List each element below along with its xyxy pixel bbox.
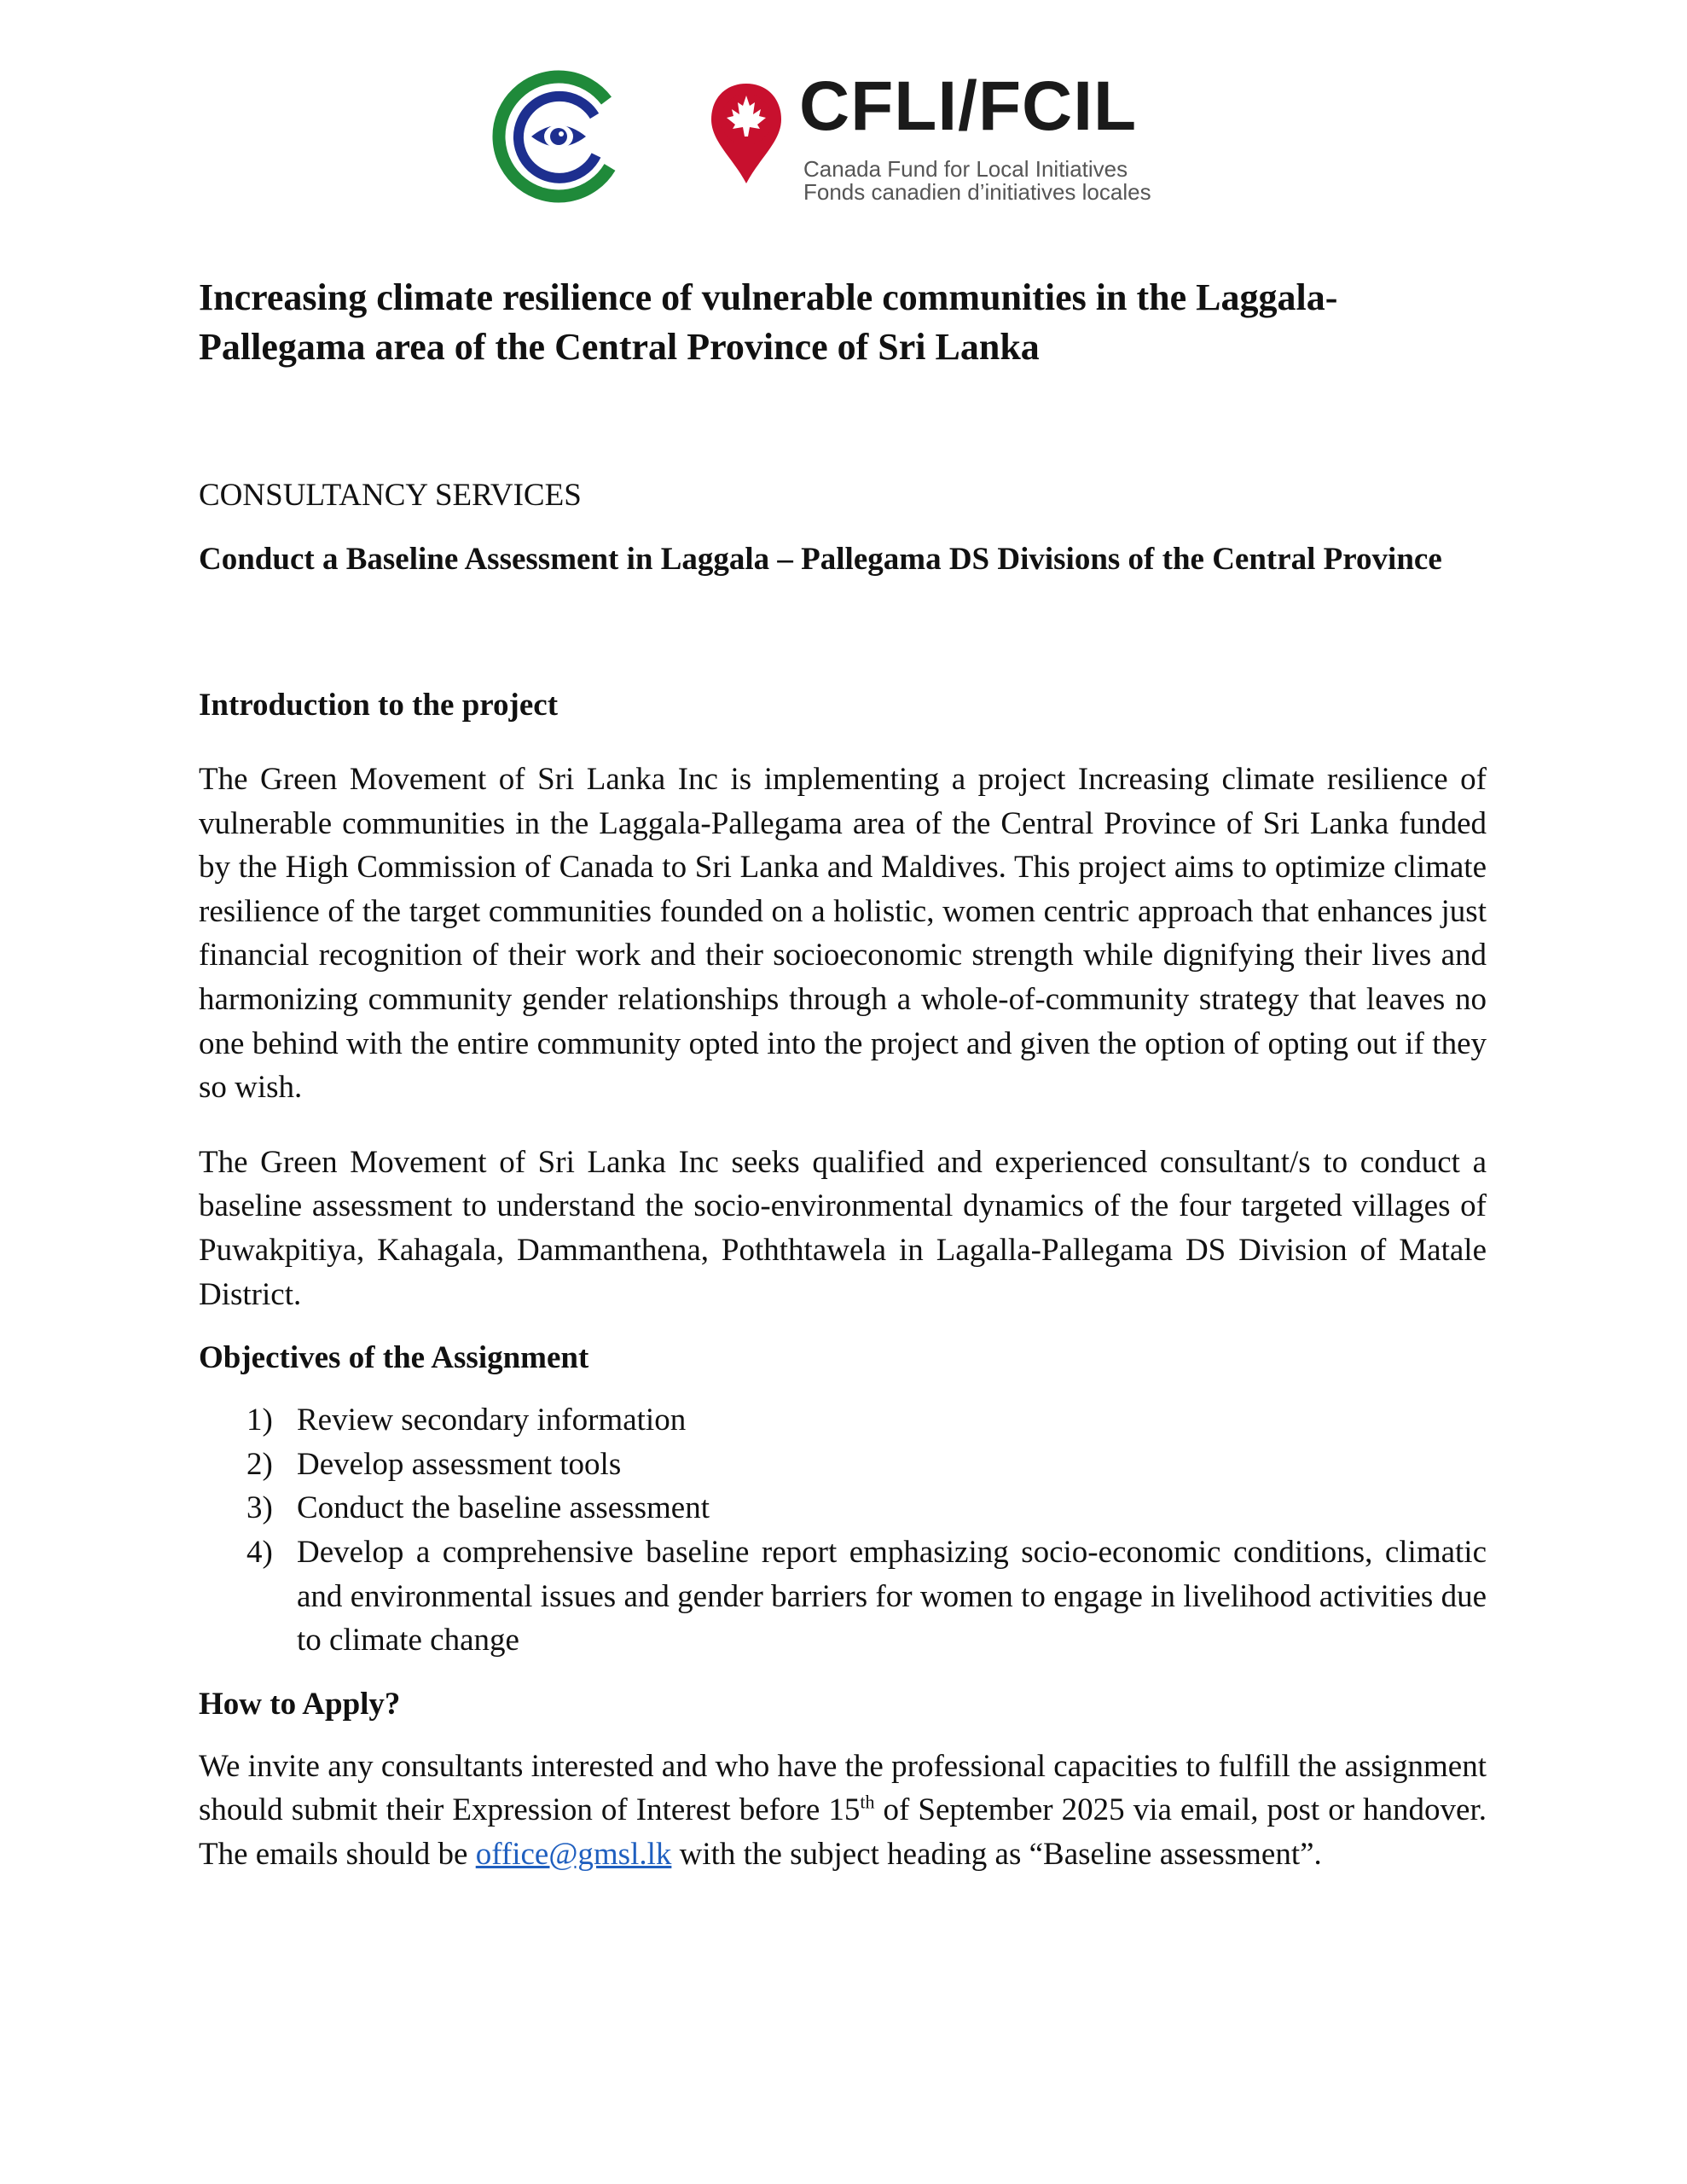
assignment-title: Conduct a Baseline Assessment in Laggala – Pallegama DS Divisions of the Central Province xyxy=(199,542,1442,577)
header-logos xyxy=(490,67,1224,212)
apply-text-after-email: with the subject heading as “Baseline assessment”. xyxy=(671,1836,1322,1872)
objectives-list xyxy=(199,1398,1487,1663)
apply-text-before-date: We invite any consultants interested and who have the professional capacities to fulfill the assignment should submit their Expression of Interest before 15 xyxy=(199,1748,1487,1828)
objective-number: 1) xyxy=(246,1403,273,1438)
objective-number: 4) xyxy=(246,1534,273,1570)
objective-text: Conduct the baseline assessment xyxy=(297,1490,710,1526)
objective-text: Review secondary information xyxy=(297,1403,687,1438)
objective-text: Develop a comprehensive baseline report emphasizing socio-economic conditions, climatic and environmental issues and gender barriers for women to engage in livelihood activities due to climate change xyxy=(297,1534,1487,1658)
eye-in-circle-icon xyxy=(490,67,627,205)
objective-item xyxy=(199,1531,1487,1663)
introduction-heading: Introduction to the project xyxy=(199,688,559,723)
cfli-english-name: Canada Fund for Local Initiatives xyxy=(803,156,1128,182)
objectives-heading: Objectives of the Assignment xyxy=(199,1340,589,1376)
objective-item xyxy=(199,1443,1487,1487)
how-to-apply-paragraph xyxy=(199,1745,1487,1877)
services-label: CONSULTANCY SERVICES xyxy=(199,478,582,513)
objective-text: Develop assessment tools xyxy=(297,1446,622,1482)
maple-leaf-pin-icon xyxy=(708,80,785,187)
objective-item xyxy=(199,1486,1487,1531)
cfli-wordmark: CFLI/FCIL xyxy=(799,67,1138,145)
email-link[interactable]: office@gmsl.lk xyxy=(475,1836,672,1872)
introduction-paragraph-1: The Green Movement of Sri Lanka Inc is implementing a project Increasing climate resilience of vulnerable communities in the Laggala-Pallegama area of the Central Province of Sri Lanka funded by the High Commission of Canada to Sri Lanka and Maldives. This project aims to optimize climate resilience of the target communities founded on a holistic, women centric approach that enhances just financial recognition of their work and their socioeconomic strength while dignifying their lives and harmonizing community gender relationships through a whole-of-community strategy that leaves no one behind with the entire community opted into the project and given the option of opting out if they so wish. xyxy=(199,762,1487,1106)
cfli-logo xyxy=(708,67,1220,205)
cfli-french-name: Fonds canadien d’initiatives locales xyxy=(803,179,1151,205)
document-body xyxy=(199,273,1487,1876)
date-ordinal-suffix: th xyxy=(860,1791,875,1813)
objective-item xyxy=(199,1398,1487,1443)
introduction-paragraph-2: The Green Movement of Sri Lanka Inc seeks qualified and experienced consultant/s to conduct a baseline assessment to understand the socio-environmental dynamics of the four targeted villages of Puwakpitiya, Kahagala, Dammanthena, Poththtawela in Lagalla-Pallegama DS Division of Matale District. xyxy=(199,1144,1487,1312)
objective-number: 2) xyxy=(246,1446,273,1482)
project-title: Increasing climate resilience of vulnerable communities in the Laggala-Pallegama area of the Central Province of Sri Lanka xyxy=(199,276,1338,368)
apply-text-after-date: of September 2025 via email, post or handover. The emails should be xyxy=(199,1792,1487,1872)
how-to-apply-heading: How to Apply? xyxy=(199,1686,401,1722)
objective-number: 3) xyxy=(246,1490,273,1526)
